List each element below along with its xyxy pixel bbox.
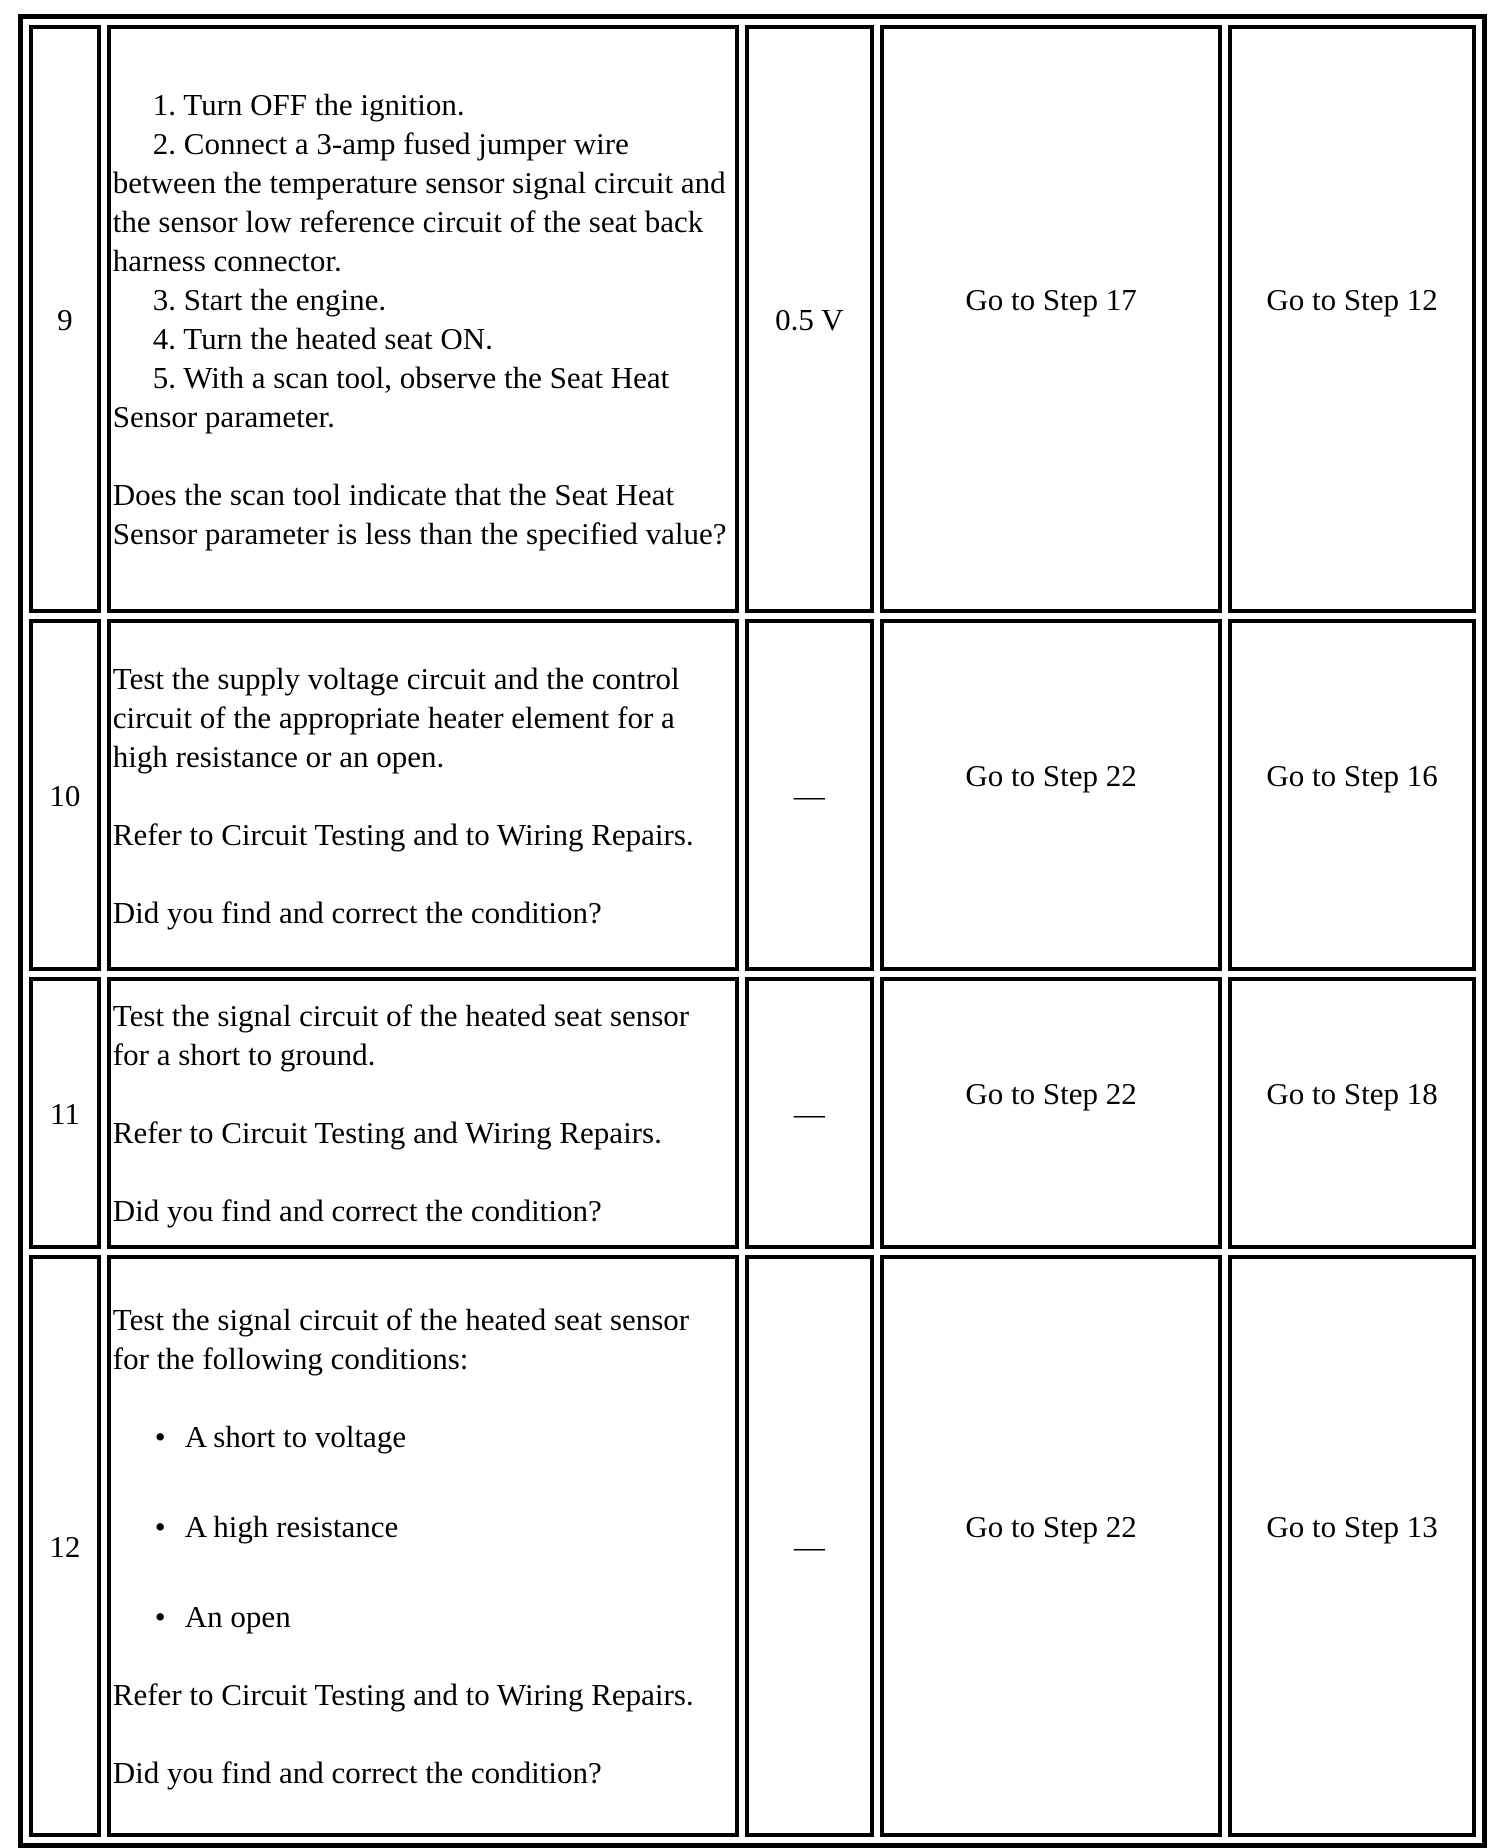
value-cell: — <box>745 619 874 971</box>
question-text: Did you find and correct the condition? <box>112 1193 602 1228</box>
refer-text: Refer to Circuit Testing and to Wiring Repairs. <box>112 816 694 852</box>
condition-list <box>113 1417 731 1636</box>
yes-link: Go to Step 22 <box>965 757 1137 793</box>
value-cell: 0.5 V <box>745 25 874 613</box>
refer-text: Refer to Circuit Testing and Wiring Repairs. <box>112 1115 662 1150</box>
no-link: Go to Step 16 <box>1266 757 1438 793</box>
instruction-text: Test the signal circuit of the heated seat sensor for the following conditions: <box>112 1302 690 1376</box>
yes-link: Go to Step 17 <box>965 281 1137 317</box>
refer-text: Refer to Circuit Testing and to Wiring Repairs. <box>112 1677 694 1712</box>
value-cell: — <box>745 1255 874 1837</box>
question-text: Did you find and correct the condition? <box>112 1755 602 1790</box>
action-cell <box>107 1255 739 1837</box>
yes-cell <box>880 619 1222 971</box>
list-item-text: An open <box>184 1599 291 1634</box>
step-number: 10 <box>29 619 101 971</box>
bullet-icon: • <box>154 1419 166 1454</box>
table-row <box>29 977 1476 1249</box>
instruction-line: 5. With a scan tool, observe the Seat Heat <box>152 360 670 395</box>
question-text: Did you find and correct the condition? <box>112 894 602 930</box>
yes-cell <box>880 1255 1222 1837</box>
no-cell <box>1228 977 1476 1249</box>
list-item-text: A short to voltage <box>184 1419 407 1454</box>
no-link: Go to Step 13 <box>1266 1508 1438 1544</box>
no-cell <box>1228 1255 1476 1837</box>
action-cell <box>107 25 739 613</box>
no-link: Go to Step 12 <box>1266 281 1438 317</box>
instruction-line: 1. Turn OFF the ignition. <box>152 87 465 122</box>
bullet-icon: • <box>154 1509 166 1544</box>
instruction-text: Test the supply voltage circuit and the control circuit of the appropriate heater element for a high resistance or an open. <box>112 660 680 774</box>
instruction-line: Sensor parameter. <box>112 399 335 434</box>
yes-link: Go to Step 22 <box>965 1075 1137 1111</box>
instruction-line: 4. Turn the heated seat ON. <box>152 321 493 356</box>
bullet-icon: • <box>154 1599 166 1634</box>
instruction-line: 3. Start the engine. <box>152 282 387 317</box>
list-item <box>113 1507 731 1546</box>
step-number: 12 <box>29 1255 101 1837</box>
yes-cell <box>880 25 1222 613</box>
yes-cell <box>880 977 1222 1249</box>
action-cell <box>107 619 739 971</box>
no-cell <box>1228 619 1476 971</box>
no-link: Go to Step 18 <box>1266 1075 1438 1111</box>
table-row <box>29 1255 1476 1837</box>
diagnostic-table <box>18 14 1487 1848</box>
question-text: Does the scan tool indicate that the Seat Heat Sensor parameter is less than the specified value? <box>112 477 727 551</box>
list-item <box>113 1417 731 1456</box>
list-item <box>113 1597 731 1636</box>
list-item-text: A high resistance <box>184 1509 399 1544</box>
step-number: 11 <box>29 977 101 1249</box>
instruction-line: between the temperature sensor signal circuit and the sensor low reference circuit of the seat back harness connector. <box>112 165 726 278</box>
instruction-line: 2. Connect a 3-amp fused jumper wire <box>152 126 629 161</box>
value-cell: — <box>745 977 874 1249</box>
table-row <box>29 619 1476 971</box>
yes-link: Go to Step 22 <box>965 1508 1137 1544</box>
action-cell <box>107 977 739 1249</box>
step-number: 9 <box>29 25 101 613</box>
no-cell <box>1228 25 1476 613</box>
table-row <box>29 25 1476 613</box>
instruction-text: Test the signal circuit of the heated seat sensor for a short to ground. <box>112 998 690 1072</box>
